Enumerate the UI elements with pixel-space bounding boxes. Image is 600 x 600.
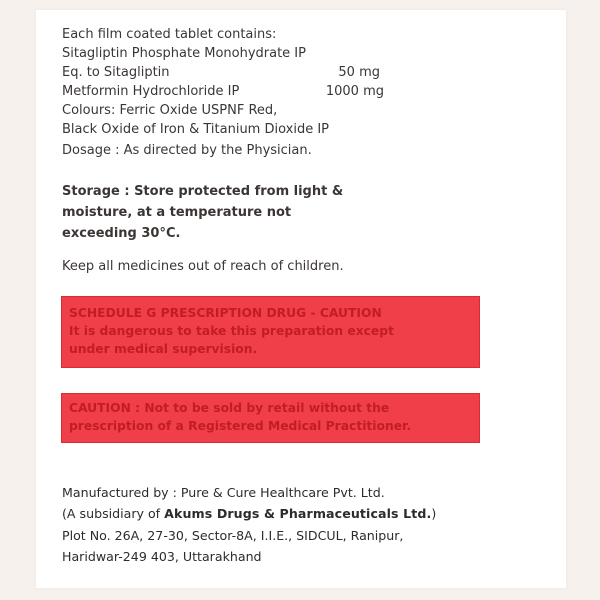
subsidiary-suffix: ) xyxy=(431,506,437,521)
caution-banner-line-1: CAUTION : Not to be sold by retail without the xyxy=(69,401,390,415)
caution-banner-line-2: prescription of a Registered Medical Practitioner. xyxy=(69,419,412,433)
composition-sitagliptin-phosphate: Sitagliptin Phosphate Monohydrate IP xyxy=(62,46,306,61)
metformin-value: 1000 mg xyxy=(325,84,384,99)
manufacturer-line-4: Haridwar-249 403, Uttarakhand xyxy=(62,549,262,564)
akums-brand: Akums Drugs & Pharmaceuticals Ltd. xyxy=(164,506,432,521)
subsidiary-prefix: (A subsidiary of xyxy=(62,506,165,521)
manufacturer-line-3: Plot No. 26A, 27-30, Sector-8A, I.I.E., SIDCUL, Ranipur, xyxy=(62,528,404,543)
composition-metformin-dose xyxy=(62,84,384,100)
keep-away-warning: Keep all medicines out of reach of children. xyxy=(62,259,344,274)
caution-banner xyxy=(61,393,480,443)
sitagliptin-label: Eq. to Sitagliptin xyxy=(62,65,170,80)
composition-header: Each film coated tablet contains: xyxy=(62,27,277,42)
schedule-g-banner xyxy=(61,296,480,368)
dosage-text: Dosage : As directed by the Physician. xyxy=(62,143,312,158)
schedule-banner-line-1: SCHEDULE G PRESCRIPTION DRUG - CAUTION xyxy=(69,306,382,320)
sitagliptin-value: 50 mg xyxy=(338,65,380,80)
composition-sitagliptin-dose xyxy=(62,65,384,81)
schedule-banner-line-3: under medical supervision. xyxy=(69,342,258,356)
storage-line-2: moisture, at a temperature not xyxy=(62,205,292,220)
colours-line-1: Colours: Ferric Oxide USPNF Red, xyxy=(62,103,278,118)
manufacturer-line-2 xyxy=(62,505,436,522)
metformin-label: Metformin Hydrochloride IP xyxy=(62,84,240,99)
storage-line-1: Storage : Store protected from light & xyxy=(62,184,344,199)
colours-line-2: Black Oxide of Iron & Titanium Dioxide IP xyxy=(62,122,330,137)
storage-line-3: exceeding 30°C. xyxy=(62,226,181,241)
schedule-banner-line-2: It is dangerous to take this preparation except xyxy=(69,324,394,338)
manufacturer-line-1: Manufactured by : Pure & Cure Healthcare Pvt. Ltd. xyxy=(62,485,385,500)
